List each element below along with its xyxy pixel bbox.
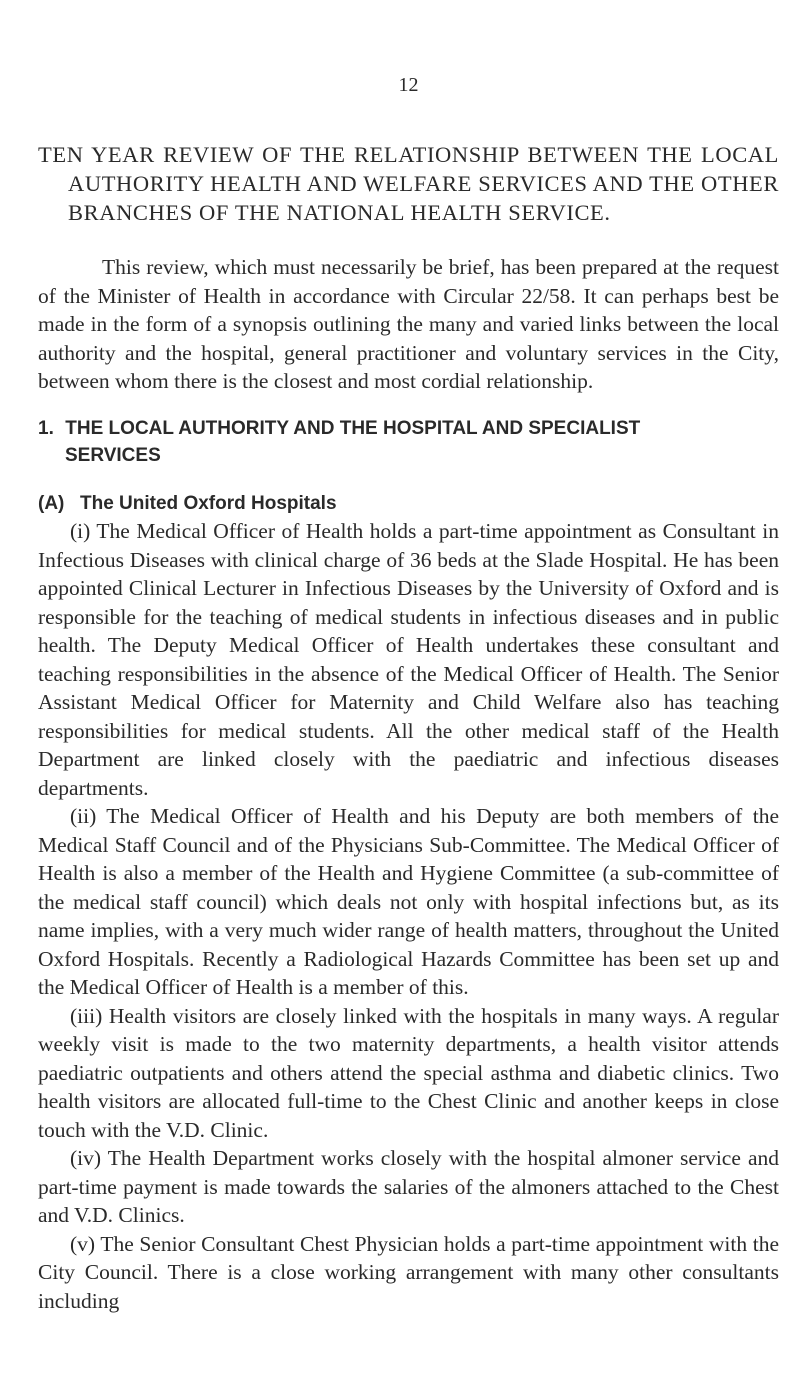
section-number: 1. xyxy=(38,418,54,439)
subsection-title: The United Oxford Hospitals xyxy=(80,493,337,514)
paragraph-v: (v) The Senior Consultant Chest Physician holds a part-time appointment with the City Council. There is a close working arrangement with many other consultants including xyxy=(38,1231,779,1313)
paragraph-iv: (iv) The Health Department works closely with the hospital almoner service and part-time payment is made towards the salaries of the almoners attached to the Chest and V.D. Clinics. xyxy=(38,1146,779,1227)
document-page xyxy=(38,0,779,1379)
page-number: 12 xyxy=(398,74,419,96)
document-title: TEN YEAR REVIEW OF THE RELATIONSHIP BETWEEN THE LOCAL AUTHORITY HEALTH AND WELFARE SERVICES AND THE OTHER BRANCHES OF THE NATIONAL HEALTH SERVICE. xyxy=(38,142,779,225)
subsection-body xyxy=(38,517,779,1315)
paragraph-iii: (iii) Health visitors are closely linked with the hospitals in many ways. A regular weekly visit is made to the two maternity departments, a health visitor attends paediatric outpatients and others attend the special asthma and diabetic clinics. Two health visitors are allocated full-time to the Chest Clinic and another keeps in close touch with the V.D. Clinic. xyxy=(38,1003,779,1142)
paragraph-ii: (ii) The Medical Officer of Health and his Deputy are both members of the Medical Staff Council and of the Physicians Sub-Committee. The Medical Officer of Health is also a member of the Health and Hygiene Committee (a sub-committee of the medical staff council) which deals not only with hospital infections but, as its name implies, with a very much wider range of health matters, throughout the United Oxford Hospitals. Recently a Radiological Hazards Committee has been set up and the Medical Officer of Health is a member of this. xyxy=(38,804,779,999)
subsection-letter: (A) xyxy=(38,493,65,514)
section-heading-line1: THE LOCAL AUTHORITY AND THE HOSPITAL AND SPECIALIST xyxy=(65,418,641,439)
intro-paragraph: This review, which must necessarily be brief, has been prepared at the request of the Minister of Health in accordance with Circular 22/58. It can perhaps best be made in the form of a synopsis outlining the many and varied links between the local authority and the hospital, general practitioner and voluntary services in the City, between whom there is the closest and most cordial relationship. xyxy=(38,255,779,393)
paragraph-i: (i) The Medical Officer of Health holds a part-time appointment as Consultant in Infectious Diseases with clinical charge of 36 beds at the Slade Hospital. He has been appointed Clinical Lecturer in Infectious Diseases by the University of Oxford and is responsible for the teaching of medical students in infectious diseases and in public health. The Deputy Medical Officer of Health undertakes these consultant and teaching responsibilities in the absence of the Medical Officer of Health. The Senior Assistant Medical Officer for Maternity and Child Welfare also has teaching responsibilities for medical students. All the other medical staff of the Health Department are linked closely with the paediatric and infectious diseases departments. xyxy=(38,519,779,800)
section-heading-line2: SERVICES xyxy=(65,445,161,466)
subsection-heading xyxy=(38,490,779,517)
section-heading xyxy=(38,415,779,469)
